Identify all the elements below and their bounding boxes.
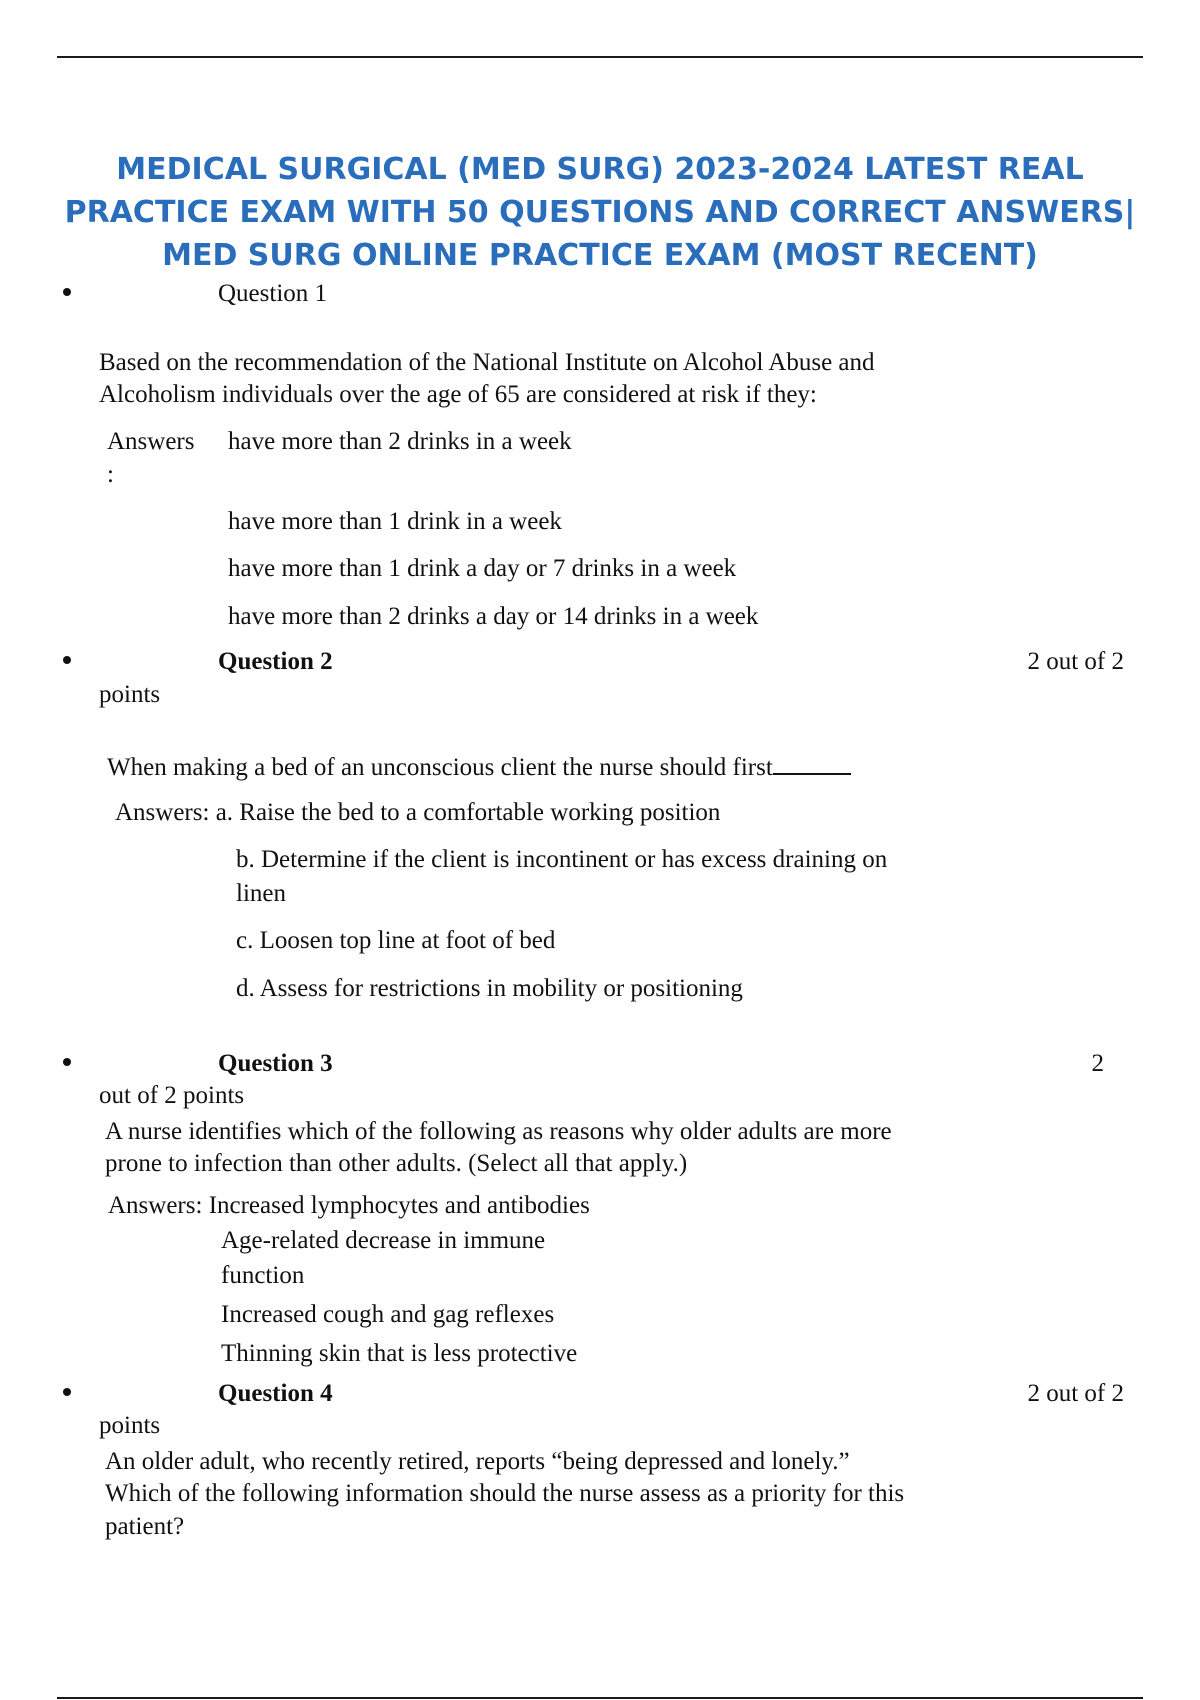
q1-answers-label: Answers [107,428,195,455]
q2-answer-d: d. Assess for restrictions in mobility or positioning [236,975,743,1002]
q2-answers-label: Answers: [115,799,216,826]
top-rule [57,56,1143,58]
q3-answer-3: Increased cough and gag reflexes [221,1301,555,1328]
q2-text [107,751,851,784]
q3-answer-4: Thinning skin that is less protective [221,1340,578,1367]
q2-answer-row-a [115,797,720,829]
q3-text-line-1: A nurse identifies which of the following as reasons why older adults are more [105,1118,892,1145]
q4-text-line-1: An older adult, who recently retired, reports “being depressed and lonely.” [105,1448,850,1475]
q3-answer-2: Age-related decrease in immune [221,1227,546,1254]
q1-answer-1: have more than 2 drinks in a week [228,428,572,455]
q4-text-line-3: patient? [105,1513,185,1540]
answer-blank [773,751,851,775]
q1-heading: Question 1 [218,280,328,307]
title-line-3: MED SURG ONLINE PRACTICE EXAM (MOST RECENT) [162,238,1038,273]
q2-score: 2 out of 2 [1027,648,1124,675]
q3-points: out of 2 points [99,1082,245,1109]
q3-answer-1: Increased lymphocytes and antibodies [208,1192,590,1219]
bullet-q3 [63,1058,71,1066]
q4-heading: Question 4 [218,1380,333,1407]
bottom-rule [57,1697,1143,1699]
q4-points: points [99,1412,161,1439]
q2-text-content: When making a bed of an unconscious client the nurse should first [107,754,773,781]
q1-answer-4: have more than 2 drinks a day or 14 drinks in a week [228,603,759,630]
q1-answer-2: have more than 1 drink in a week [228,508,562,535]
q2-answer-c: c. Loosen top line at foot of bed [236,927,556,954]
q4-score: 2 out of 2 [1027,1380,1124,1407]
q3-text-line-2: prone to infection than other adults. (Select all that apply.) [105,1150,688,1177]
q2-heading: Question 2 [218,648,333,675]
title-line-2: PRACTICE EXAM WITH 50 QUESTIONS AND CORRECT ANSWERS| [64,195,1136,230]
q1-text-line-1: Based on the recommendation of the National Institute on Alcohol Abuse and [99,349,875,376]
bullet-q4 [63,1388,71,1396]
q3-answers-label: Answers: [108,1192,209,1219]
title-line-1: MEDICAL SURGICAL (MED SURG) 2023-2024 LATEST REAL [116,152,1084,187]
q2-answer-b: b. Determine if the client is incontinent or has excess draining on [236,846,888,873]
q3-answer-row-1 [108,1190,590,1222]
q3-score: 2 [1091,1050,1104,1077]
q3-heading: Question 3 [218,1050,333,1077]
bullet-q2 [63,656,71,664]
q2-answer-b-cont: linen [236,880,286,907]
bullet-q1 [63,288,71,296]
q2-points: points [99,681,161,708]
q2-answer-a: a. Raise the bed to a comfortable working position [215,799,721,826]
q3-answer-2-cont: function [221,1262,305,1289]
document-title [40,148,1160,277]
q1-answer-3: have more than 1 drink a day or 7 drinks in a week [228,555,737,582]
q4-text-line-2: Which of the following information should the nurse assess as a priority for this [105,1480,905,1507]
q1-answers-colon: : [107,461,114,488]
q1-text-line-2: Alcoholism individuals over the age of 65 are considered at risk if they: [99,381,817,408]
